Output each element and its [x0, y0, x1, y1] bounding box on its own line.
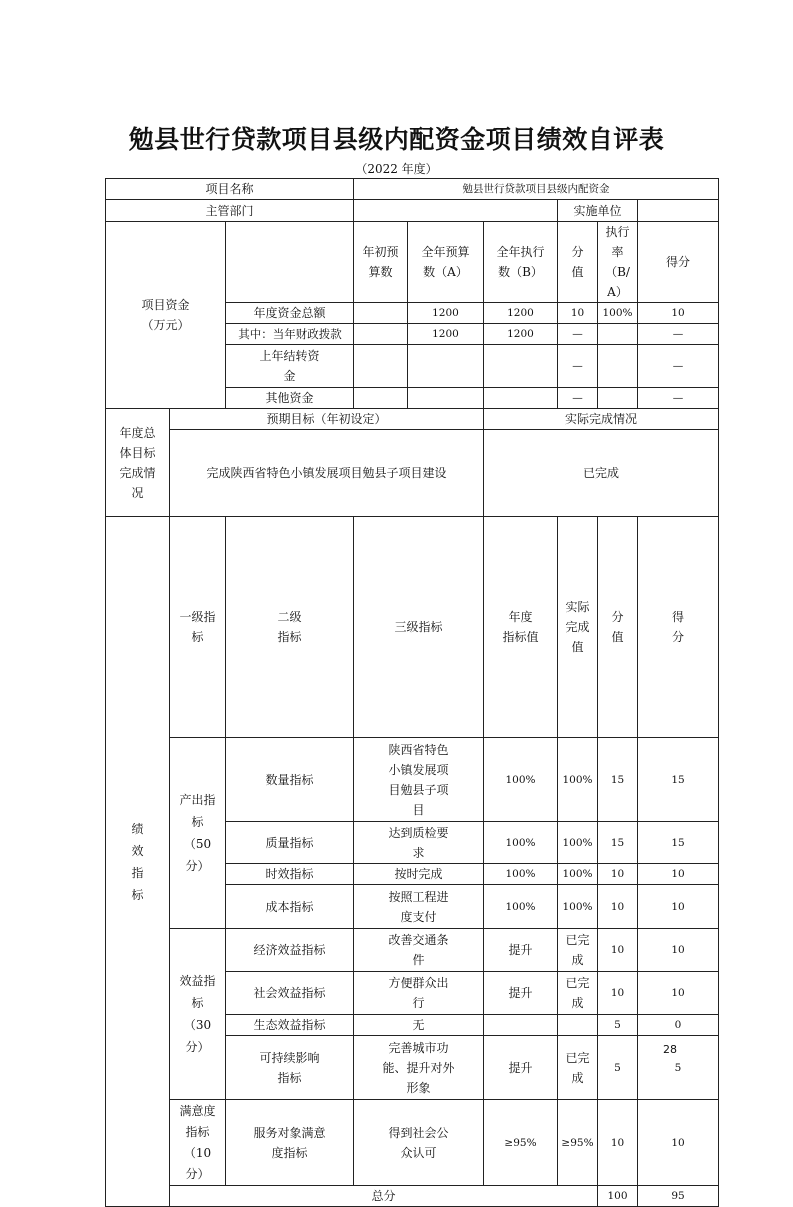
fund-row-score-value: —	[558, 324, 598, 345]
fund-row-initial	[354, 324, 408, 345]
perf-header-target: 年度 指标值	[484, 517, 558, 738]
perf-level3: 得到社会公 众认可	[354, 1100, 484, 1186]
fund-row-budget	[408, 388, 484, 409]
perf-actual: 100%	[558, 885, 598, 929]
perf-actual: 已完成	[558, 972, 598, 1015]
goal-actual-header: 实际完成情况	[484, 409, 719, 430]
perf-score: 15	[638, 822, 719, 864]
evaluation-table	[105, 178, 719, 1207]
perf-level3: 按时完成	[354, 864, 484, 885]
perf-header-actual: 实际 完成值	[558, 517, 598, 738]
perf-target: 100%	[484, 738, 558, 822]
perf-level1-benefit: 效益指 标 （30 分）	[170, 929, 226, 1100]
funds-header-score-value: 分 值	[558, 222, 598, 303]
goal-expected-text: 完成陕西省特色小镇发展项目勉县子项目建设	[170, 430, 484, 517]
dept-label: 主管部门	[106, 200, 354, 222]
perf-actual: ≥95%	[558, 1100, 598, 1186]
perf-level2: 经济效益指标	[226, 929, 354, 972]
fund-row-budget: 1200	[408, 324, 484, 345]
fund-row-score: —	[638, 324, 719, 345]
perf-score-value: 15	[598, 822, 638, 864]
fund-row-score-value: —	[558, 388, 598, 409]
perf-level2: 数量指标	[226, 738, 354, 822]
perf-level2: 质量指标	[226, 822, 354, 864]
fund-row-name: 上年结转资 金	[226, 345, 354, 388]
total-score-value: 100	[598, 1186, 638, 1207]
perf-level3: 达到质检要 求	[354, 822, 484, 864]
fund-row-exec	[484, 345, 558, 388]
perf-label: 绩 效 指 标	[106, 517, 170, 1207]
fund-row-budget	[408, 345, 484, 388]
page-title: 勉县世行贷款项目县级内配资金项目绩效自评表	[128, 125, 665, 154]
goal-actual-text: 已完成	[484, 430, 719, 517]
project-name-value: 勉县世行贷款项目县级内配资金	[354, 179, 719, 200]
goal-expected-header: 预期目标（年初设定）	[170, 409, 484, 430]
fund-row-initial	[354, 388, 408, 409]
perf-target	[484, 1015, 558, 1036]
perf-score-value: 5	[598, 1015, 638, 1036]
perf-target: 100%	[484, 885, 558, 929]
perf-score-value: 10	[598, 972, 638, 1015]
perf-target: 提升	[484, 929, 558, 972]
fund-row-exec: 1200	[484, 303, 558, 324]
perf-header-level3: 三级指标	[354, 517, 484, 738]
funds-header-blank	[226, 222, 354, 303]
perf-score: 10	[638, 864, 719, 885]
fund-row-rate	[598, 324, 638, 345]
perf-level1-satisfaction: 满意度 指标 （10 分）	[170, 1100, 226, 1186]
impl-label: 实施单位	[558, 200, 638, 222]
impl-value	[638, 200, 719, 222]
perf-actual: 100%	[558, 738, 598, 822]
year-subtitle: （2022 年度）	[355, 162, 438, 176]
perf-score-value: 10	[598, 885, 638, 929]
funds-header-budget: 全年预算 数（A）	[408, 222, 484, 303]
perf-level2: 社会效益指标	[226, 972, 354, 1015]
perf-target: 100%	[484, 864, 558, 885]
perf-target: 提升	[484, 1036, 558, 1100]
perf-header-level2: 二级 指标	[226, 517, 354, 738]
perf-score: 10	[638, 972, 719, 1015]
perf-level3: 陕西省特色 小镇发展项 目勉县子项 目	[354, 738, 484, 822]
perf-target: 100%	[484, 822, 558, 864]
fund-row-score: 10	[638, 303, 719, 324]
perf-actual: 已完成	[558, 929, 598, 972]
total-label: 总分	[170, 1186, 598, 1207]
funds-header-rate: 执行率 （B/A）	[598, 222, 638, 303]
perf-level1-output: 产出指 标 （50 分）	[170, 738, 226, 929]
perf-score-value: 10	[598, 1100, 638, 1186]
perf-score-value: 10	[598, 929, 638, 972]
funds-header-exec: 全年执行 数（B）	[484, 222, 558, 303]
funds-header-score: 得分	[638, 222, 719, 303]
perf-level3: 方便群众出 行	[354, 972, 484, 1015]
perf-actual	[558, 1015, 598, 1036]
perf-score-value: 10	[598, 864, 638, 885]
fund-row-score-value: 10	[558, 303, 598, 324]
perf-target: ≥95%	[484, 1100, 558, 1186]
perf-score-value: 15	[598, 738, 638, 822]
funds-header-initial: 年初预 算数	[354, 222, 408, 303]
page-number: 28	[663, 1043, 677, 1056]
perf-level3: 无	[354, 1015, 484, 1036]
fund-row-score-value: —	[558, 345, 598, 388]
perf-level3: 按照工程进 度支付	[354, 885, 484, 929]
funds-label: 项目资金 （万元）	[106, 222, 226, 409]
project-name-label: 项目名称	[106, 179, 354, 200]
fund-row-initial	[354, 303, 408, 324]
fund-row-score: —	[638, 388, 719, 409]
perf-actual: 100%	[558, 864, 598, 885]
perf-header-score-value: 分 值	[598, 517, 638, 738]
fund-row-initial	[354, 345, 408, 388]
perf-header-score: 得 分	[638, 517, 719, 738]
goal-label: 年度总 体目标 完成情 况	[106, 409, 170, 517]
fund-row-rate: 100%	[598, 303, 638, 324]
fund-row-score: —	[638, 345, 719, 388]
total-score: 95	[638, 1186, 719, 1207]
fund-row-rate	[598, 345, 638, 388]
fund-row-rate	[598, 388, 638, 409]
fund-row-name: 年度资金总额	[226, 303, 354, 324]
fund-row-exec: 1200	[484, 324, 558, 345]
perf-score: 5	[638, 1036, 719, 1100]
perf-score: 10	[638, 1100, 719, 1186]
perf-header-level1: 一级指 标	[170, 517, 226, 738]
perf-actual: 已完成	[558, 1036, 598, 1100]
perf-level3: 改善交通条 件	[354, 929, 484, 972]
fund-row-name: 其中：当年财政拨款	[226, 324, 354, 345]
perf-level2: 成本指标	[226, 885, 354, 929]
perf-target: 提升	[484, 972, 558, 1015]
perf-level2: 可持续影响 指标	[226, 1036, 354, 1100]
perf-level2: 服务对象满意 度指标	[226, 1100, 354, 1186]
fund-row-budget: 1200	[408, 303, 484, 324]
perf-level3: 完善城市功 能、提升对外 形象	[354, 1036, 484, 1100]
perf-actual: 100%	[558, 822, 598, 864]
perf-score-value: 5	[598, 1036, 638, 1100]
perf-score: 10	[638, 929, 719, 972]
perf-level2: 时效指标	[226, 864, 354, 885]
perf-score: 10	[638, 885, 719, 929]
fund-row-name: 其他资金	[226, 388, 354, 409]
perf-score: 0	[638, 1015, 719, 1036]
dept-value	[354, 200, 558, 222]
fund-row-exec	[484, 388, 558, 409]
perf-level2: 生态效益指标	[226, 1015, 354, 1036]
perf-score: 15	[638, 738, 719, 822]
